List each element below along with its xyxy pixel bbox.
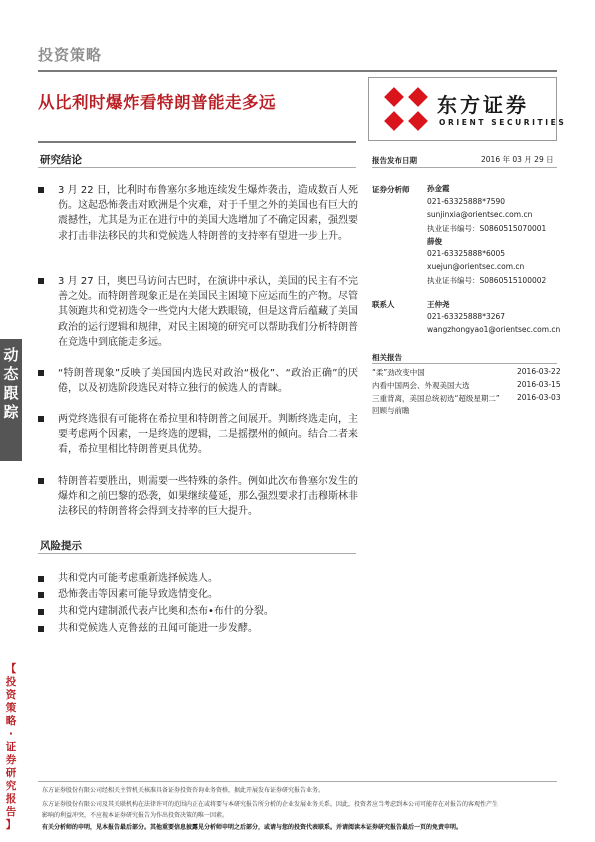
bullet-icon [38,576,44,582]
related-divider [372,363,557,364]
disclaimer-notice: 有关分析师的申明，见本报告最后部分。其他重要信息披露见分析师申明之后部分，或请与您的投资代表联系。并请阅读本证券研究报告最后一页的免责申明。 [42,824,463,831]
analyst-cert: 执业证书编号：S0860515100002 [427,276,547,285]
footer-divider [38,781,557,782]
section-label: 投资策略 [38,46,103,64]
bullet-icon [38,187,44,193]
bullet-icon [38,592,44,598]
bullet-icon [38,416,44,422]
analyst-phone: 021-63325888*6005 [427,249,506,258]
bullet-icon [38,370,44,376]
publish-date-label: 报告发布日期 [372,156,417,165]
analyst-label: 证券分析师 [372,185,410,194]
bullet-icon [38,609,44,615]
disclaimer-line: 影响的利益冲突，不应视本证券研究报告为作出投资决策的唯一因素。 [42,812,229,819]
conclusion-divider [38,167,356,168]
analyst-name: 薛俊 [427,237,442,246]
related-report-title[interactable]: 回顾与前瞻 [372,406,410,415]
info-divider [372,167,557,168]
title-divider [38,141,356,143]
related-report-title[interactable]: 三重背离，美国总统初选“超级星期二” [372,394,500,403]
analyst-cert: 执业证书编号：S0860515070001 [427,224,547,233]
contact-label: 联系人 [372,300,395,309]
related-report-date: 2016-03-15 [517,380,561,389]
company-logo [368,77,567,141]
disclaimer-line: 东方证券股份有限公司经相关主管机关核准具备证券投资咨询业务资格，据此开展发布证券研究报告业务。 [42,787,325,794]
header-divider [38,70,557,72]
related-report-date: 2016-03-03 [517,393,561,402]
logo-english-name: ORIENT SECURITIES [439,118,567,127]
side-band-label: 动 态 跟 踪 [3,346,19,421]
bullet-icon [38,626,44,632]
analyst-name: 孙金霞 [427,184,450,193]
side-report-tag: 【 投 资 策 略 · 证 券 研 究 报 告 】 [5,663,17,831]
related-report-title[interactable]: “柔”劲改变中国 [372,368,425,377]
analyst-phone: 021-63325888*7590 [427,197,506,206]
analyst-email: xuejun@orientsec.com.cn [427,262,525,271]
related-report-title[interactable]: 内看中国两会、外观美国大选 [372,381,470,390]
logo-chinese-name: 东方证券 [437,93,529,117]
conclusion-heading: 研究结论 [40,154,82,166]
contact-name: 王仲尧 [427,300,450,309]
bullet-icon [38,478,44,484]
analyst-email: sunjinxia@orientsec.com.cn [427,210,533,219]
contact-email: wangzhongyao1@orientsec.com.cn [427,325,561,334]
related-report-date: 2016-03-22 [517,367,561,376]
risk-divider [38,553,356,554]
related-heading: 相关报告 [372,353,402,362]
report-title: 从比利时爆炸看特朗普能走多远 [38,93,276,112]
publish-date-value: 2016 年 03 月 29 日 [481,155,554,164]
orient-logo-icon [383,86,429,132]
risk-heading: 风险提示 [40,540,82,552]
disclaimer-line: 东方证券股份有限公司及其关联机构在法律许可的范围内正在或将要与本研究报告所分析的企业发展业务关系。因此，投资者应当考虑到本公司可能存在对报告的客观性产生 [42,801,499,808]
bullet-icon [38,278,44,284]
contact-phone: 021-63325888*3267 [427,312,506,321]
